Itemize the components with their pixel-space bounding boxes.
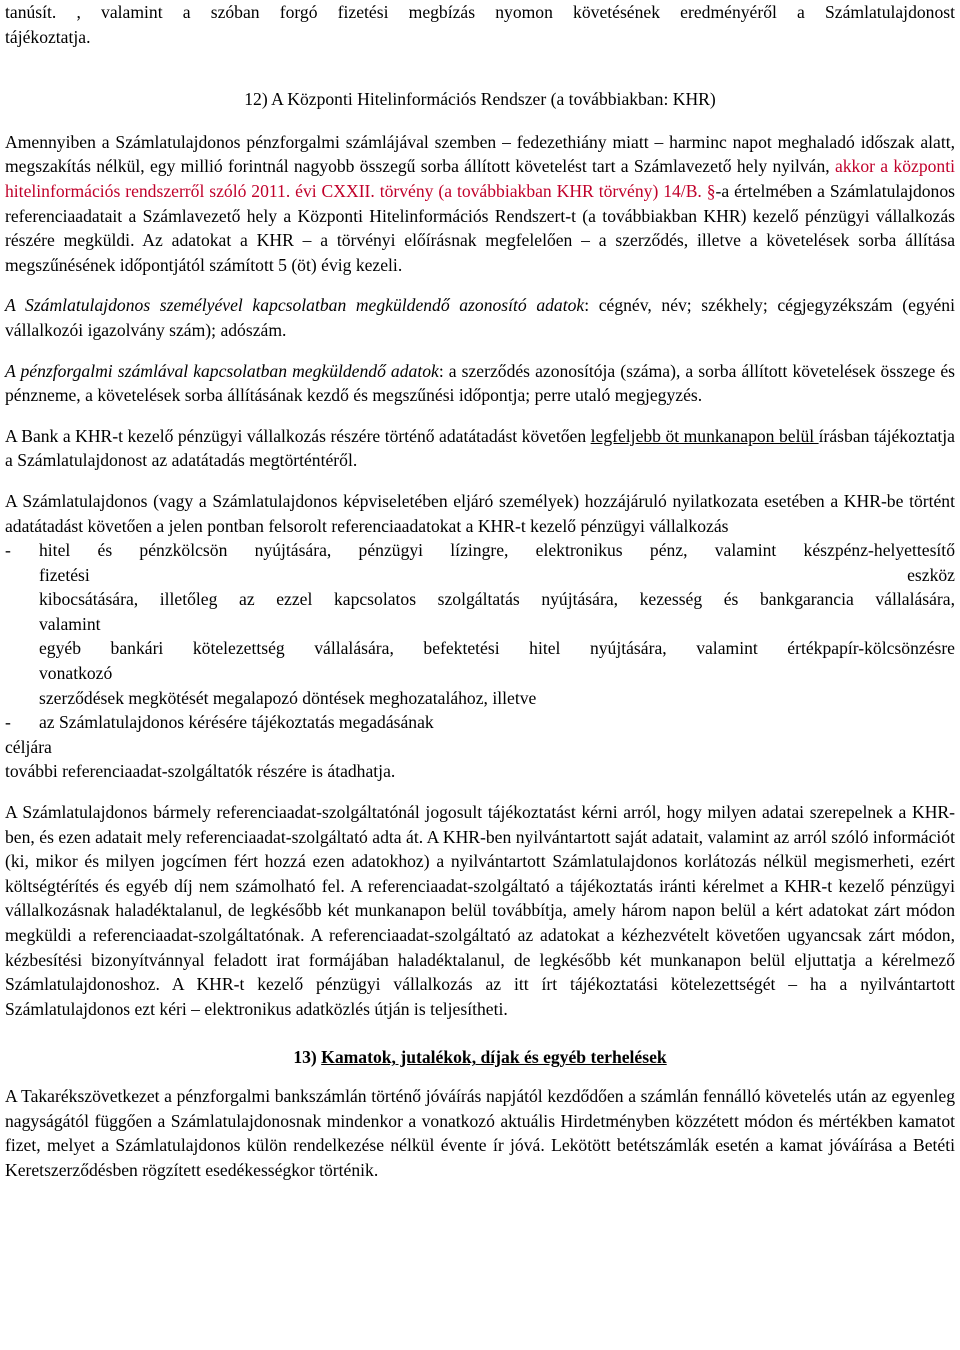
list-item-1-word-fizetesi: fizetési bbox=[39, 564, 90, 585]
list-item-1-line-1: hitel és pénzkölcsön nyújtására, pénzügyi lízingre, elektronikus pénz, valamint készpénz-helyettesítő bbox=[39, 540, 955, 561]
section-12-paragraph-1 bbox=[5, 130, 955, 278]
after-list-line-2: további referenciaadat-szolgáltatók részére is átadhatja. bbox=[5, 761, 396, 782]
p1-text-a: Amennyiben a Számlatulajdonos pénzforgalmi számlájával szemben – fedezethiány miatt – harminc napot meghaladó időszak alatt, megszakítás nélkül, egy millió forintnál nagyobb összegű sorba állított követelést tart a Számlavezető hely nyilván, bbox=[5, 131, 955, 177]
list-item-2-text: az Számlatulajdonos kérésére tájékoztatás megadásának bbox=[39, 712, 434, 733]
p4-text-b: írásban tájékoztatja a Számlatulajdonost az adatátadás megtörténtéről. bbox=[5, 425, 955, 471]
list-dash: - bbox=[5, 712, 11, 733]
list-item-1-line-6: vonatkozó bbox=[39, 663, 113, 684]
list-item-1-line-2 bbox=[39, 563, 955, 588]
list-item-1-word-eszkoz: eszköz bbox=[907, 564, 955, 585]
list-item-1-line-4: valamint bbox=[39, 613, 101, 634]
section-12-paragraph-3 bbox=[5, 359, 955, 408]
section-13-title: Kamatok, jutalékok, díjak és egyéb terhelések bbox=[321, 1047, 667, 1068]
after-list-line-1: céljára bbox=[5, 736, 52, 757]
section-13-number: 13) bbox=[293, 1047, 322, 1068]
p4-text-a: A Bank a KHR-t kezelő pénzügyi vállalkozás részére történő adatátadást követően bbox=[5, 425, 591, 446]
list-item-2 bbox=[5, 710, 955, 735]
section-12-paragraph-4 bbox=[5, 424, 955, 473]
intro-line-2: tájékoztatja. bbox=[5, 26, 91, 47]
p3-italic-lead: A pénzforgalmi számlával kapcsolatban megküldendő adatok bbox=[5, 360, 439, 381]
section-13-heading bbox=[5, 1045, 955, 1070]
section-13-paragraph-1: A Takarékszövetkezet a pénzforgalmi bankszámlán történő jóváírás napjától kezdődően a számlán fennálló követelés után az egyenleg nagyságától függően a Számlatulajdonosnak mindenkor a vonatkozó aktuális Hirdetményben közzétett módon és mértékben kamatot fizet, melyet a Számlatulajdonos külön rendelkezése nélkül évente ír jóvá. Lekötött betétszámlák esetén a kamat jóváírása a Betéti Keretszerződésben rögzített esedékességkor történik. bbox=[5, 1085, 955, 1180]
section-12-paragraph-2 bbox=[5, 293, 955, 342]
p2-rest: : cégnév, név; székhely; cégjegyzékszám (egyéni vállalkozói igazolvány szám); adószám. bbox=[5, 295, 955, 340]
list-item-1-line-7: szerződések megkötését megalapozó döntések meghozatalához, illetve bbox=[39, 687, 537, 708]
intro-line-1: tanúsít. , valamint a szóban forgó fizetési megbízás nyomon követésének eredményéről a Számlatulajdonost bbox=[5, 2, 955, 22]
list-dash: - bbox=[5, 540, 11, 561]
p1-law-reference: akkor a központi hitelinformációs rendszerről szóló 2011. évi CXXII. törvény (a továbbiakban KHR törvény) 14/B. § bbox=[5, 156, 955, 201]
p1-text-b: -a értelmében a Számlatulajdonos referenciaadatait a Számlavezető hely a Központi Hitelinformációs Rendszert-t (a továbbiakban KHR) kezelő pénzügyi vállalkozás részére megküldi. Az adatokat a KHR – a törvényi előírásnak megfelelően – a szerződés, illetve a követelések sorba állítása megszűnésének időpontjától számított 5 (öt) évig kezeli. bbox=[5, 180, 955, 275]
section-12-paragraph-5: A Számlatulajdonos (vagy a Számlatulajdonos képviseletében eljáró személyek) hozzájáruló nyilatkozata esetében a KHR-be történt adatátadást követően a jelen pontban felsorolt referenciaadatokat a KHR-t kezelő pénzügyi vállalkozás bbox=[5, 490, 955, 536]
p3-rest: : a szerződés azonosítója (száma), a sorba állított követelések összege és pénzneme, a követelések sorba állításának kezdő és megszűnési időpontja; perre utaló megjegyzés. bbox=[5, 360, 955, 406]
section-12-paragraph-6: A Számlatulajdonos bármely referenciaadat-szolgáltatónál jogosult tájékoztatást kérni arról, hogy milyen adatai szerepelnek a KHR-ben, és ezen adatait mely referenciaadat-szolgáltató adta át. A KHR-ben nyilvántartott saját adatait, valamint az arról szóló információt (ki, mikor és milyen jogcímen fért hozzá ezen adatokhoz) a nyilvántartott Számlatulajdonos korlátozás nélkül megismerheti, ezért költségtérítés és egyéb díj nem számolható fel. A referenciaadat-szolgáltató a tájékoztatás iránti kérelmet a KHR-t kezelő pénzügyi vállalkozásnak haladéktalanul, de legkésőbb két munkanapon belül továbbítja, amely három napon belül a kért adatokat zárt módon megküldi a referenciaadat-szolgáltatónak. A referenciaadat-szolgáltató az adatokat a kézhezvételt követően ugyancsak zárt módon, kézbesítési bizonyítvánnyal feladott irat formájában haladéktalanul, de legkésőbb két munkanapon belül eljuttatja a kérelmező Számlatulajdonoshoz. A KHR-t kezelő pénzügyi vállalkozás az itt írt tájékoztatási kötelezettségét – ha a nyilvántartott Számlatulajdonos ezt kéri – elektronikus adatközlés útján is teljesítheti. bbox=[5, 802, 955, 1019]
p2-italic-lead: A Számlatulajdonos személyével kapcsolatban megküldendő azonosító adatok bbox=[5, 295, 585, 316]
section-12-heading: 12) A Központi Hitelinformációs Rendszer (a továbbiakban: KHR) bbox=[244, 89, 716, 110]
p4-underlined-deadline: legfeljebb öt munkanapon belül bbox=[590, 425, 819, 446]
list-item-1-line-3: kibocsátására, illetőleg az ezzel kapcsolatos szolgáltatás nyújtására, kezesség és bankgarancia vállalására, bbox=[39, 589, 955, 610]
list-item-1-line-5: egyéb bankári kötelezettség vállalására, befektetési hitel nyújtására, valamint értékpapír-kölcsönzésre bbox=[39, 638, 955, 659]
list-item-1 bbox=[5, 538, 955, 710]
